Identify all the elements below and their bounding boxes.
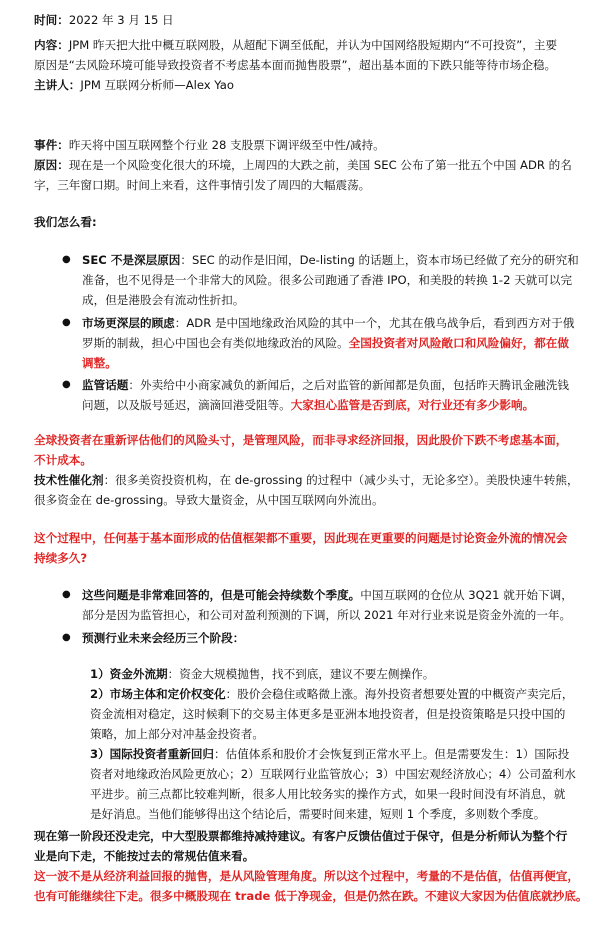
outlook-1-title: 这些问题是非常难回答的，但是可能会持续数个季度。	[82, 588, 361, 602]
closing-bold-line-2: 业是向下走，不能按过去的常规估值来看。	[34, 849, 255, 863]
content-text-2: 原因是“去风险环境可能导致投资者不考虑基本面而抛售股票”，超出基本面的下跌只能等待市场企稳。	[34, 58, 557, 72]
closing-bold-line-1: 现在第一阶段还没走完，中大型股票都维持减持建议。有客户反馈估值过于保守，但是分析师认为整个行	[34, 829, 568, 843]
bullet-dot-icon: ●	[62, 632, 71, 643]
content-text-1: JPM 昨天把大批中概互联网股，从超配下调至低配，并认为中国网络股短期内“不可投资”，主要	[68, 38, 558, 52]
stage-2-title: 2）市场主体和定价权变化	[90, 687, 226, 701]
reason-line-2	[34, 175, 370, 195]
bullet-dot-icon: ●	[62, 589, 71, 600]
closing-red-line-2: 也有可能继续往下走。很多中概股现在 trade 低于净现金，但是仍然在跌。不建议大家因为估值底就抄底。	[34, 889, 588, 903]
bullet-3-text-2: 问题，以及版号延迟，滴滴回港受阻等。	[82, 398, 291, 412]
speaker-label: 主讲人	[34, 78, 69, 92]
tech-text-1: ：很多美资投资机构，在 de-grossing 的过程中（减少头寸，无论多空）。美股快速牛转熊，	[103, 473, 579, 487]
question-line-1: 这个过程中，任何基于基本面形成的估值框架都不重要，因此现在更重要的问题是讨论资金外流的情况会	[34, 531, 568, 545]
reason-text-1: 现在是一个风险变化很大的环境，上周四的大跌之前，美国 SEC 公布了第一批五个中国 ADR 的名	[68, 158, 572, 172]
bullet-2-text-2: 罗斯的制裁，担心中国也会有类似地缘政治的风险。	[82, 336, 349, 350]
bullet-3-line-1	[82, 375, 569, 395]
event-label: 事件	[34, 138, 58, 152]
bullet-2-red-2: 调整。	[82, 356, 117, 370]
stage-2-text-1: ：股价会稳住或略微上涨。海外投资者想要处置的中概资产卖完后，	[225, 687, 574, 701]
tech-line-2: 很多资金在 de-grossing。导致大量资金，从中国互联网向外流出。	[34, 493, 384, 507]
outlook-2-title: 预测行业未来会经历三个阶段：	[82, 631, 245, 645]
bullet-3-red: 大家担心监管是否到底，对行业还有多少影响。	[290, 398, 535, 412]
time-value: 2022 年 3 月 15 日	[68, 13, 174, 27]
bullet-1-title: SEC 不是深层原因	[82, 253, 181, 267]
bullet-2-line-1	[82, 313, 574, 333]
bullet-3-text-1: ：外卖给中小商家减负的新闻后，之后对监管的新闻都是负面，包括昨天腾讯金融洗钱	[128, 378, 569, 392]
speaker-line: 主讲人：JPM 互联网分析师—Alex Yao	[34, 78, 234, 92]
content-label: 内容	[34, 38, 58, 52]
stage-3-line-2: 资者对地缘政治风险更放心；2）互联网行业监管放心；3）中国宏观经济放心；4）公司盈利水	[90, 767, 576, 781]
reason-label: 原因	[34, 158, 58, 172]
stage-3-line-4: 是好消息。当他们能够得出这个结论后，需要时间来建，短则 1 个季度，多则数个季度。	[90, 807, 546, 821]
time-label: 时间	[34, 13, 58, 27]
bullet-1-line-1	[82, 250, 579, 270]
stage-1-text: ：资金大规模抛售，找不到底，建议不要左侧操作。	[167, 667, 435, 681]
closing-red-line-1: 这一波不是从经济利益回报的抛售，是从风险管理角度。所以这个过程中，考量的不是估值，估值再便宜，	[34, 869, 579, 883]
stage-1-title: 1）资金外流期	[90, 667, 168, 681]
reason-line-1: 原因：现在是一个风险变化很大的环境，上周四的大跌之前，美国 SEC 公布了第一批五个中国 ADR 的名	[34, 158, 572, 172]
speaker-value: JPM 互联网分析师—Alex Yao	[80, 78, 234, 92]
stage-1-line	[90, 664, 434, 684]
bullet-3-line-2	[82, 395, 534, 415]
stage-3-title: 3）国际投资者重新回归	[90, 747, 215, 761]
event-line: 事件：昨天将中国互联网整个行业 28 支股票下调评级至中性/减持。	[34, 138, 385, 152]
outlook-1-line-2: 部分是因为监管担心，和公司对盈利预测的下调，所以 2021 年对行业来说是资金外流的一年。	[82, 608, 572, 622]
stage-2-line-2: 资金流相对稳定，这时候剩下的交易主体更多是亚洲本地投资者，但是投资策略是只投中国的	[90, 707, 566, 721]
tech-line-1	[34, 470, 579, 490]
bullet-3-title: 监管话题	[82, 378, 129, 392]
bullet-2-red-1: 全国投资者对风险敞口和风险偏好，都在做	[348, 336, 569, 350]
event-value: 昨天将中国互联网整个行业 28 支股票下调评级至中性/减持。	[68, 138, 385, 152]
bullet-dot-icon: ●	[62, 317, 71, 328]
tech-label: 技术性催化剂	[34, 473, 104, 487]
content-line-2	[34, 55, 556, 75]
red-paragraph-1-line-2: 不计成本。	[34, 453, 92, 467]
view-heading: 我们怎么看:	[34, 215, 97, 229]
stage-3-text-1: ：估值体系和股价才会恢复到正常水平上。但是需要发生：1）国际投	[214, 747, 570, 761]
bullet-1-line-3: 成，但是港股会有流动性折扣。	[82, 293, 245, 307]
time-line: 时间：2022 年 3 月 15 日	[34, 13, 174, 27]
bullet-dot-icon: ●	[62, 379, 71, 390]
stage-3-line-1	[90, 744, 569, 764]
reason-text-2: 字，三年窗口期。时间上来看，这件事情引发了周四的大幅震荡。	[34, 178, 371, 192]
bullet-1-text-1: ：SEC 的动作是旧闻，De-listing 的话题上，资本市场已经做了充分的研究和	[180, 253, 579, 267]
outlook-1-text-1: 中国互联网的仓位从 3Q21 就开始下调，	[360, 588, 573, 602]
content-line-1: 内容：JPM 昨天把大批中概互联网股，从超配下调至低配，并认为中国网络股短期内“不可投资”，主要	[34, 38, 558, 52]
red-paragraph-1-line-1: 全球投资者在重新评估他们的风险头寸，是管理风险，而非寻求经济回报，因此股价下跌不考虑基本面，	[34, 433, 568, 447]
bullet-1-line-2: 准备，也不见得是一个非常大的风险。很多公司跑通了香港 IPO，和美股的转换 1-2 天就可以完	[82, 273, 573, 287]
bullet-2-text-1: ：ADR 是中国地缘政治风险的其中一个，尤其在俄乌战争后，看到西方对于俄	[174, 316, 575, 330]
stage-3-line-3: 平进步。前三点都比较难判断，很多人用比较务实的操作方式，如果一段时间没有坏消息，就	[90, 787, 566, 801]
bullet-dot-icon: ●	[62, 254, 71, 265]
outlook-1-line-1	[82, 585, 573, 605]
question-line-2: 持续多久?	[34, 551, 88, 565]
stage-2-line-1	[90, 684, 573, 704]
stage-2-line-3: 策略，加上部分对冲基金投资者。	[90, 727, 264, 741]
bullet-2-line-2	[82, 333, 569, 353]
bullet-2-title: 市场更深层的顾虑	[82, 316, 175, 330]
